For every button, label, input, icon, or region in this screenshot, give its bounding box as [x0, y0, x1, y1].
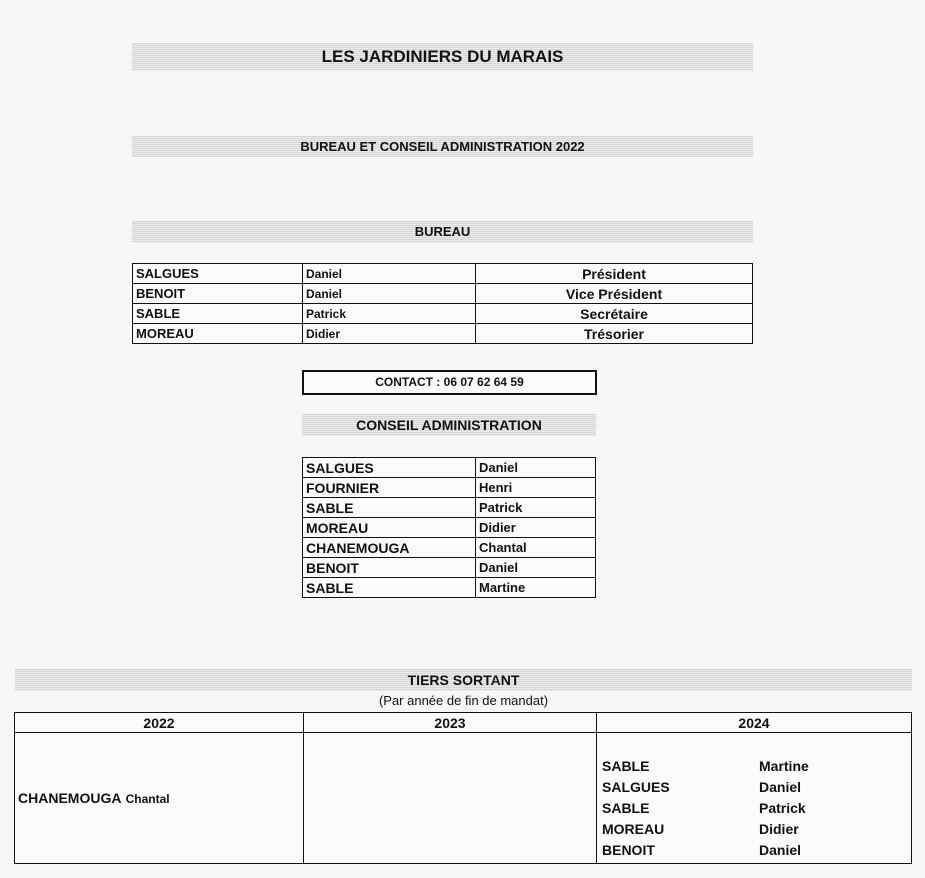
first-name: Martine — [476, 578, 596, 598]
year-2022-cell — [15, 733, 304, 864]
table-row — [303, 478, 596, 498]
table-row — [303, 518, 596, 538]
subtitle-band — [132, 136, 753, 157]
last-name: CHANEMOUGA — [303, 538, 476, 558]
year-header-row — [15, 713, 912, 733]
last-name: MOREAU — [303, 518, 476, 538]
table-row — [303, 458, 596, 478]
year-2023-cell — [304, 733, 597, 864]
first-name: Didier — [476, 518, 596, 538]
table-row — [303, 498, 596, 518]
tiers-heading-band — [15, 669, 912, 691]
first-name: Daniel — [759, 779, 802, 795]
list-item — [600, 798, 908, 819]
last-name: SABLE — [602, 758, 650, 774]
contact-box: CONTACT : 06 07 62 64 59 — [302, 370, 597, 395]
last-name: SABLE — [303, 498, 476, 518]
first-name: Patrick — [476, 498, 596, 518]
list-item — [18, 790, 300, 806]
last-name: SABLE — [133, 304, 303, 324]
table-row — [133, 284, 753, 304]
last-name: SABLE — [602, 800, 650, 816]
table-row — [303, 538, 596, 558]
tiers-note: (Par année de fin de mandat) — [378, 693, 549, 708]
year-body-row — [15, 733, 912, 864]
tiers-table — [14, 712, 912, 864]
last-name: MOREAU — [133, 324, 303, 344]
first-name: Martine — [759, 758, 809, 774]
year-2024-list — [600, 756, 908, 861]
year-header: 2023 — [304, 713, 597, 733]
document-title-band — [132, 43, 753, 71]
first-name: Didier — [303, 324, 476, 344]
table-row — [133, 324, 753, 344]
conseil-heading: CONSEIL ADMINISTRATION — [356, 417, 542, 433]
first-name: Patrick — [759, 800, 806, 816]
last-name: BENOIT — [133, 284, 303, 304]
list-item — [600, 756, 908, 777]
list-item — [600, 819, 908, 840]
last-name: BENOIT — [602, 842, 655, 858]
role: Secrétaire — [476, 304, 753, 324]
first-name: Daniel — [476, 458, 596, 478]
last-name: CHANEMOUGA — [18, 790, 122, 806]
first-name: Didier — [759, 821, 799, 837]
table-row — [133, 264, 753, 284]
conseil-table — [302, 457, 596, 598]
first-name: Chantal — [125, 792, 170, 806]
last-name: MOREAU — [602, 821, 665, 837]
bureau-heading-band — [132, 221, 753, 243]
year-header: 2022 — [15, 713, 304, 733]
first-name: Chantal — [476, 538, 596, 558]
last-name: FOURNIER — [303, 478, 476, 498]
role: Président — [476, 264, 753, 284]
last-name: SALGUES — [602, 779, 670, 795]
role: Trésorier — [476, 324, 753, 344]
table-row — [133, 304, 753, 324]
list-item — [600, 777, 908, 798]
role: Vice Président — [476, 284, 753, 304]
last-name: BENOIT — [303, 558, 476, 578]
first-name: Daniel — [303, 264, 476, 284]
first-name: Daniel — [303, 284, 476, 304]
last-name: SALGUES — [303, 458, 476, 478]
document-title: LES JARDINIERS DU MARAIS — [321, 47, 564, 66]
table-row — [303, 578, 596, 598]
first-name: Daniel — [759, 842, 802, 858]
first-name: Patrick — [303, 304, 476, 324]
tiers-heading: TIERS SORTANT — [407, 672, 520, 688]
year-header: 2024 — [597, 713, 912, 733]
bureau-heading: BUREAU — [414, 224, 471, 239]
first-name: Henri — [476, 478, 596, 498]
bureau-table — [132, 263, 753, 344]
last-name: SALGUES — [133, 264, 303, 284]
list-item — [600, 840, 908, 861]
year-2024-cell — [597, 733, 912, 864]
first-name: Daniel — [476, 558, 596, 578]
document-subtitle: BUREAU ET CONSEIL ADMINISTRATION 2022 — [300, 139, 585, 154]
conseil-heading-band — [302, 414, 596, 436]
last-name: SABLE — [303, 578, 476, 598]
table-row — [303, 558, 596, 578]
